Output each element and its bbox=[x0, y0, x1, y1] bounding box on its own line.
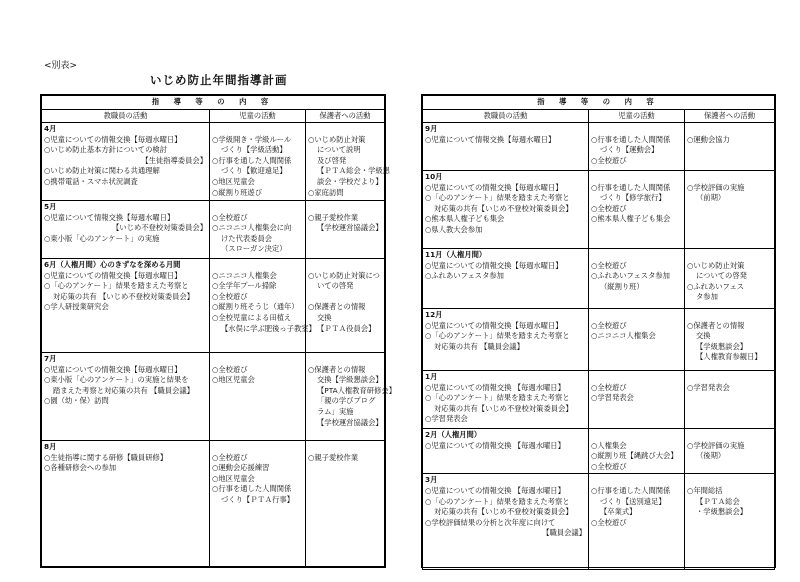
spacer bbox=[591, 250, 682, 261]
student-activity: （スローガン決定） bbox=[221, 244, 287, 254]
parent-activity: ○いじめ防止対策 bbox=[687, 260, 745, 270]
teacher-activity: ○児童についての情報交換【毎週水曜日】 bbox=[425, 182, 563, 192]
parent-activity: ○いじめ防止対策につ bbox=[308, 270, 380, 280]
parent-activity: 【学校運営協議会】 bbox=[317, 417, 383, 427]
spacer bbox=[212, 124, 303, 135]
parent-activity: ○保護者との情報 bbox=[687, 320, 745, 330]
student-activity: づくり【歓迎遠足】 bbox=[221, 166, 287, 176]
student-activity: ○全校遊び bbox=[591, 382, 627, 392]
spacer bbox=[591, 310, 682, 321]
teacher-activity: ○児童についての情報交換 【毎週水曜日】 bbox=[425, 440, 565, 450]
parent-activity: について説明 bbox=[317, 145, 361, 155]
teacher-cell bbox=[42, 353, 210, 441]
spacer bbox=[308, 354, 382, 365]
spacer bbox=[687, 310, 772, 321]
teacher-cell bbox=[423, 429, 589, 474]
teacher-activity: ○児童について情報交換【毎週水曜日】 bbox=[44, 212, 175, 222]
month-row bbox=[42, 353, 385, 441]
student-cell bbox=[589, 171, 685, 249]
student-activity: ○学級開き・学級ルール bbox=[212, 134, 292, 144]
parent-activity: についての啓発 bbox=[696, 271, 747, 281]
parent-activity: ○運動会協力 bbox=[687, 134, 730, 144]
annex-note: <別表> bbox=[44, 61, 78, 71]
parent-activity: 【学校運営協議会】 bbox=[317, 223, 383, 233]
spacer bbox=[687, 430, 772, 441]
parent-activity: タ参加 bbox=[696, 292, 718, 302]
teacher-activity: ○学人研授業研究会 bbox=[44, 302, 109, 312]
student-activity: ○ニコニコ人権集会 bbox=[591, 331, 656, 341]
parent-activity: ○ふれあいフェス bbox=[687, 281, 745, 291]
parent-activity: 【PTA人権教育研修会】 bbox=[317, 385, 396, 395]
student-activity: ○全校遊び bbox=[591, 155, 627, 165]
spacer bbox=[687, 475, 772, 486]
page-title: いじめ防止年間指導計画 bbox=[150, 73, 288, 87]
table-header-cols bbox=[42, 109, 385, 123]
student-cell bbox=[589, 474, 685, 570]
teacher-activity: ○園（幼・保）訪問 bbox=[44, 396, 109, 406]
teacher-cell bbox=[423, 123, 589, 171]
parent-cell bbox=[306, 259, 385, 353]
student-activity: 【卒業式】 bbox=[600, 507, 637, 517]
student-cell bbox=[589, 429, 685, 474]
teacher-activity: ○東小版「心のアンケート」の実施 bbox=[44, 233, 160, 243]
parent-activity: 【学級懇談会】 bbox=[696, 341, 748, 351]
header-teacher: 教職員の活動 bbox=[42, 109, 210, 123]
parent-activity: 及び啓発 bbox=[317, 155, 347, 165]
month-label: 8月 bbox=[44, 442, 57, 452]
header-student: 児童の活動 bbox=[210, 109, 306, 123]
parent-cell bbox=[306, 353, 396, 441]
teacher-activity: 対応策の共有【いじめ不登校対策委員会】 bbox=[434, 507, 573, 517]
spacer bbox=[687, 250, 772, 261]
student-activity: ○行事を通した人間関係 bbox=[591, 134, 671, 144]
header-teacher: 教職員の活動 bbox=[423, 109, 589, 123]
student-activity: ○全校遊び bbox=[591, 203, 627, 213]
parent-activity: （前期） bbox=[696, 193, 726, 203]
month-label: 3月 bbox=[425, 475, 438, 485]
teacher-activity: 対応策の共有【いじめ不登校対策委員会】 bbox=[434, 403, 573, 413]
student-activity: けた代表委員会 bbox=[221, 233, 273, 243]
teacher-cell bbox=[423, 171, 589, 249]
parent-cell bbox=[306, 201, 385, 259]
teacher-activity: ○「心のアンケート」結果を踏まえた考察と bbox=[425, 496, 570, 506]
student-activity: ○行事を通した人間関係 bbox=[591, 486, 671, 496]
student-activity: （縦割り班） bbox=[600, 281, 644, 291]
teacher-activity: 対応策の共有 【いじめ不登校対策委員会】 bbox=[53, 291, 194, 301]
spacer bbox=[212, 442, 303, 453]
header-parent: 保護者への活動 bbox=[685, 109, 775, 123]
student-activity: ○全校遊び bbox=[212, 212, 248, 222]
student-activity: ○行事を通した人間関係 bbox=[591, 182, 671, 192]
student-activity: ○行事を通した人間関係 bbox=[212, 155, 292, 165]
teacher-activity: ○児童について情報交換【毎週水曜日】 bbox=[425, 134, 556, 144]
parent-cell bbox=[306, 441, 385, 567]
spacer bbox=[212, 202, 303, 213]
student-activity: ○全校遊び bbox=[591, 461, 627, 471]
spacer bbox=[591, 172, 682, 183]
student-cell bbox=[589, 123, 685, 171]
teacher-activity: ○「心のアンケート」結果を踏まえた考察と bbox=[425, 331, 570, 341]
parent-activity: 【ＰＴＡ役員会】 bbox=[317, 323, 376, 333]
teacher-activity: ○熊本県人権子ども集会 bbox=[425, 214, 505, 224]
student-activity: ○行事を通した人間関係 bbox=[212, 484, 292, 494]
spacer bbox=[212, 354, 303, 365]
teacher-activity: ○「心のアンケート」結果を踏まえた考察と bbox=[425, 393, 570, 403]
parent-activity: 談会・学校だより】 bbox=[317, 177, 383, 187]
student-cell bbox=[589, 309, 685, 371]
teacher-cell bbox=[423, 309, 589, 371]
month-label: 6月（人権月間）心のきずなを深める月間 bbox=[44, 260, 181, 270]
student-cell bbox=[589, 371, 685, 429]
month-row bbox=[42, 123, 385, 201]
parent-activity: ○いじめ防止対策 bbox=[308, 134, 366, 144]
teacher-activity: ○「心のアンケート」結果を踏まえた考察と bbox=[425, 193, 570, 203]
spacer bbox=[687, 172, 772, 183]
teacher-cell bbox=[42, 259, 210, 353]
student-activity: づくり【ＰＴＡ行事】 bbox=[221, 495, 294, 505]
parent-activity: 「親の学びプログ bbox=[317, 396, 376, 406]
month-label: 4月 bbox=[44, 124, 57, 134]
student-activity: づくり【運動会】 bbox=[600, 145, 659, 155]
teacher-activity: ○児童についての情報交換【毎週水曜日】 bbox=[44, 364, 182, 374]
parent-cell bbox=[685, 371, 775, 429]
teacher-activity: ○児童についての情報交換【毎週水曜日】 bbox=[425, 260, 563, 270]
table-header-cols bbox=[423, 109, 775, 123]
student-activity: ○運動会応援練習 bbox=[212, 463, 270, 473]
teacher-cell bbox=[42, 441, 210, 567]
parent-activity: 【ＰＴＡ総会 bbox=[696, 496, 740, 506]
parent-activity: （後期） bbox=[696, 451, 726, 461]
teacher-activity: 踏まえた考察と対応策の共有 【職員会議】 bbox=[53, 385, 194, 395]
student-activity: ○全校遊び bbox=[212, 364, 248, 374]
student-activity: 【水俣に学ぶ肥後っ子教室】 bbox=[221, 323, 316, 333]
teacher-activity: 対応策の共有 【職員会議】 bbox=[434, 341, 524, 351]
parent-cell bbox=[685, 309, 775, 371]
student-activity: づくり【学級活動】 bbox=[221, 145, 287, 155]
student-activity: ○全校遊び bbox=[591, 260, 627, 270]
parent-activity: ○保護者との情報 bbox=[308, 302, 366, 312]
spacer bbox=[591, 475, 682, 486]
student-activity: ○縦割り班遊び bbox=[212, 187, 263, 197]
teacher-activity: ○ふれあいフェスタ参加 bbox=[425, 271, 504, 281]
parent-activity: ・学級懇談会】 bbox=[696, 507, 748, 517]
student-activity: ○ニコニコ人権集会 bbox=[212, 270, 277, 280]
student-activity: ○全校遊び bbox=[212, 291, 248, 301]
table-header-main bbox=[42, 96, 385, 110]
student-cell bbox=[210, 123, 306, 201]
parent-activity: 【人権教育参観日】 bbox=[696, 352, 762, 362]
teacher-activity: ○児童についての情報交換【毎週水曜日】 bbox=[44, 134, 182, 144]
teacher-activity: ○「心のアンケート」結果を踏まえた考察と bbox=[44, 281, 189, 291]
parent-cell bbox=[685, 474, 775, 570]
student-activity: ○地区児童会 bbox=[212, 375, 255, 385]
month-row bbox=[423, 474, 775, 570]
teacher-cell bbox=[423, 371, 589, 429]
right-plan-table bbox=[421, 94, 776, 568]
left-plan-table bbox=[40, 94, 396, 568]
parent-activity: ○学習発表会 bbox=[687, 382, 730, 392]
parent-activity: ○学校評価の実施 bbox=[687, 182, 745, 192]
parent-cell bbox=[685, 123, 775, 171]
month-label: 7月 bbox=[44, 354, 57, 364]
teacher-cell bbox=[42, 201, 210, 259]
parent-activity: 交換 bbox=[696, 331, 711, 341]
spacer bbox=[591, 372, 682, 383]
student-activity: づくり【送別遠足】 bbox=[600, 496, 666, 506]
parent-activity: ○親子愛校作業 bbox=[308, 452, 359, 462]
month-label: 10月 bbox=[425, 172, 443, 182]
student-activity: ○全校遊び bbox=[591, 320, 627, 330]
spacer bbox=[308, 442, 382, 453]
teacher-activity: ○児童についての情報交換【毎週水曜日】 bbox=[425, 320, 563, 330]
header-main-label: 指 導 等 の 内 容 bbox=[423, 96, 775, 110]
student-activity: ○縦割り班そうじ（通年） bbox=[212, 302, 299, 312]
student-cell bbox=[210, 353, 306, 441]
student-activity: ○地区児童会 bbox=[212, 177, 255, 187]
teacher-activity: ○東小版「心のアンケート」の実施と結果を bbox=[44, 375, 189, 385]
student-activity: ○地区児童会 bbox=[212, 473, 255, 483]
teacher-activity: 【いじめ不登校対策委員会】 bbox=[112, 223, 207, 233]
month-label: 12月 bbox=[425, 310, 443, 320]
month-label: 2月（人権月間） bbox=[425, 430, 482, 440]
month-label: 11月（人権月間） bbox=[425, 250, 487, 260]
teacher-activity: ○児童についての情報交換 【毎週水曜日】 bbox=[425, 486, 565, 496]
teacher-activity: 【生徒指導委員会】 bbox=[141, 155, 207, 165]
month-label: 9月 bbox=[425, 124, 438, 134]
parent-activity: ○家庭訪問 bbox=[308, 187, 344, 197]
student-activity: ○全校児童による田植え bbox=[212, 313, 292, 323]
parent-activity bbox=[308, 292, 382, 303]
month-row bbox=[423, 309, 775, 371]
month-row bbox=[42, 201, 385, 259]
parent-activity: 【ＰＴＡ総会・学級懇 bbox=[317, 166, 390, 176]
month-row bbox=[42, 441, 385, 567]
header-student: 児童の活動 bbox=[589, 109, 685, 123]
month-row bbox=[423, 171, 775, 249]
parent-activity: ○年間総括 bbox=[687, 486, 723, 496]
parent-activity: ○保護者との情報 bbox=[308, 364, 366, 374]
student-activity: ○全校遊び bbox=[591, 517, 627, 527]
header-main-label: 指 導 等 の 内 容 bbox=[42, 96, 385, 110]
teacher-activity: ○携帯電話・スマホ状況調査 bbox=[44, 177, 138, 187]
student-cell bbox=[210, 441, 306, 567]
student-cell bbox=[589, 249, 685, 309]
teacher-cell bbox=[423, 474, 589, 570]
teacher-activity: ○各種研修会への参加 bbox=[44, 463, 117, 473]
month-row bbox=[423, 429, 775, 474]
student-activity: づくり【修学旅行】 bbox=[600, 193, 666, 203]
teacher-activity: ○児童についての情報交換 【毎週水曜日】 bbox=[425, 382, 565, 392]
student-cell bbox=[210, 201, 306, 259]
teacher-activity: ○いじめ防止基本方針についての検討 bbox=[44, 145, 167, 155]
spacer bbox=[308, 202, 382, 213]
teacher-activity: 【職員会議】 bbox=[542, 528, 586, 538]
spacer bbox=[308, 124, 382, 135]
teacher-activity: ○いじめ防止対策に関わる共通理解 bbox=[44, 166, 160, 176]
teacher-activity: ○学習発表会 bbox=[425, 414, 468, 424]
month-row bbox=[423, 249, 775, 309]
teacher-activity: 対応策の共有【いじめ不登校対策委員会】 bbox=[434, 203, 573, 213]
month-row bbox=[42, 259, 385, 353]
teacher-cell bbox=[423, 249, 589, 309]
student-cell bbox=[210, 259, 316, 353]
teacher-activity: ○県人教大会参加 bbox=[425, 225, 483, 235]
student-activity: ○全校遊び bbox=[212, 452, 248, 462]
student-activity: ○ふれあいフェスタ参加 bbox=[591, 271, 670, 281]
header-parent: 保護者への活動 bbox=[306, 109, 385, 123]
spacer bbox=[687, 372, 772, 383]
parent-cell bbox=[685, 171, 775, 249]
spacer bbox=[212, 260, 303, 271]
teacher-activity: ○生徒指導に関する研修【職員研修】 bbox=[44, 452, 168, 462]
parent-activity: ○親子愛校作業 bbox=[308, 212, 359, 222]
parent-activity: ラム」実施 bbox=[317, 407, 354, 417]
spacer bbox=[308, 260, 382, 271]
parent-activity: いての啓発 bbox=[317, 281, 354, 291]
teacher-activity: ○児童についての情報交換【毎週水曜日】 bbox=[44, 270, 182, 280]
parent-cell bbox=[306, 123, 390, 201]
student-activity: ○ニコニコ人権集会に向 bbox=[212, 223, 292, 233]
teacher-cell bbox=[42, 123, 210, 201]
parent-activity: 交換【学級懇談会】 bbox=[317, 375, 383, 385]
spacer bbox=[591, 124, 682, 135]
student-activity: ○人権集会 bbox=[591, 440, 627, 450]
month-label: 1月 bbox=[425, 372, 438, 382]
student-activity: ○学習発表会 bbox=[591, 393, 634, 403]
spacer bbox=[687, 124, 772, 135]
parent-cell bbox=[685, 249, 775, 309]
parent-cell bbox=[685, 429, 775, 474]
student-activity: ○縦割り班【縄跳び大会】 bbox=[591, 451, 678, 461]
student-activity: ○全学年プール掃除 bbox=[212, 281, 277, 291]
month-row bbox=[423, 123, 775, 171]
table-header-main bbox=[423, 96, 775, 110]
student-activity: ○熊本県人権子ども集会 bbox=[591, 214, 671, 224]
spacer bbox=[591, 430, 682, 441]
month-row bbox=[423, 371, 775, 429]
teacher-activity: ○学校評価結果の分析と次年度に向けて bbox=[425, 517, 556, 527]
month-label: 5月 bbox=[44, 202, 57, 212]
parent-activity: 交換 bbox=[317, 313, 332, 323]
parent-activity: ○学校評価の実施 bbox=[687, 440, 745, 450]
